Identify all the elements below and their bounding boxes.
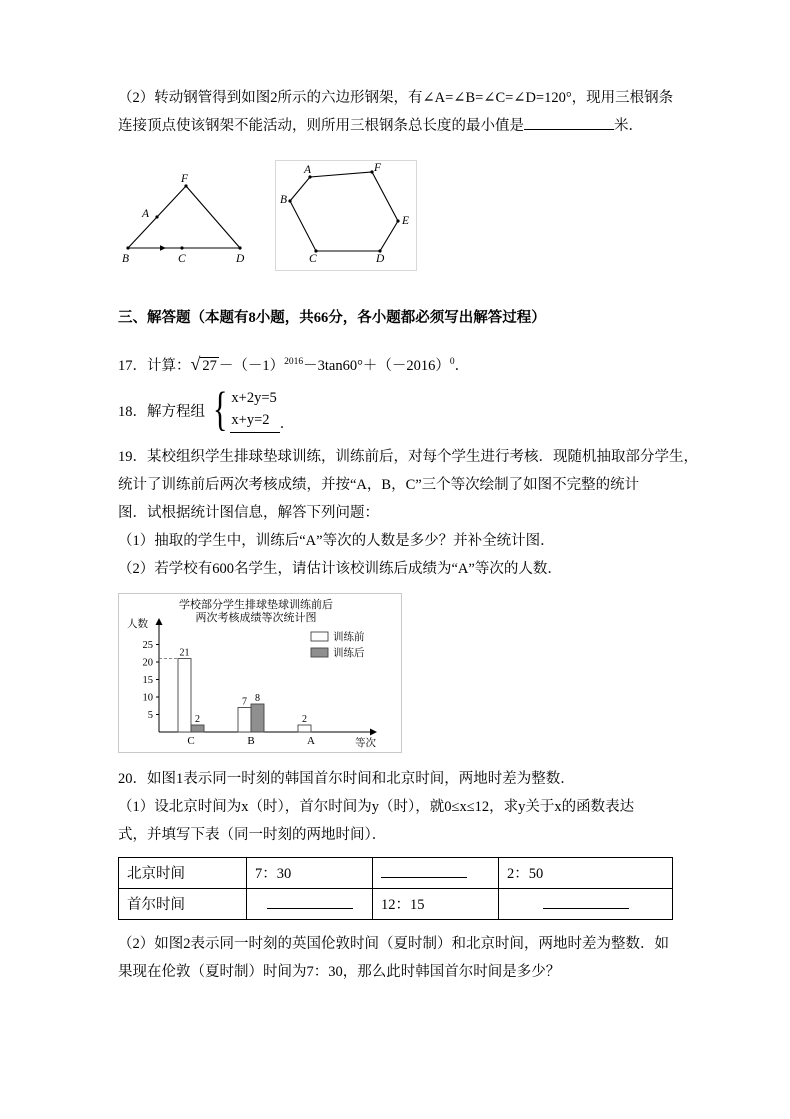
q20-line-2: （1）设北京时间为x（时），首尔时间为y（时），就0≤x≤12，求y关于x的函数表达: [118, 798, 635, 815]
x-category-label: B: [247, 734, 255, 747]
y-tick-label: 15: [142, 674, 153, 686]
triangle-figure: [120, 172, 255, 267]
blank-cell-line: [543, 894, 629, 909]
cell-beijing-3: 2：50: [507, 866, 544, 883]
question-2-line-2-text: 连接顶点使该钢架不能活动，则所用三根钢条总长度的最小值是: [118, 118, 524, 134]
x-axis-label: 等次: [355, 737, 376, 749]
vertex-label-d: D: [236, 253, 245, 265]
chart-bar-训练前-C: [178, 658, 191, 732]
y-tick-label: 5: [147, 709, 153, 721]
chart-title-line-2: 两次考核成绩等次统计图: [195, 611, 317, 624]
sqrt-radicand: 27: [202, 357, 217, 374]
q17-prefix: 17．计算：: [118, 357, 191, 374]
question-2-line-2-unit: 米．: [614, 118, 643, 134]
legend-label: 训练后: [333, 647, 365, 659]
q17-exponent-1: 2016: [284, 357, 304, 367]
q19-line-5: （2）若学校有600名学生，请估计该校训练后成绩为“A”等次的人数．: [118, 560, 562, 577]
bar-value-label: 21: [179, 647, 190, 659]
vertex-label-d: D: [376, 253, 385, 263]
hexagon-figure: [280, 163, 412, 263]
table-row-beijing: [119, 857, 673, 888]
q19-line-4: （1）抽取的学生中，训练后“A”等次的人数是多少？并补全统计图．: [118, 532, 555, 549]
question-19: [118, 443, 698, 583]
cell-beijing-1: 7：30: [255, 866, 292, 883]
blank-cell-line: [267, 894, 353, 909]
equation-1: x+2y=5: [231, 389, 277, 406]
q18-suffix: ．: [279, 415, 295, 432]
y-tick-label: 20: [142, 657, 153, 669]
table-row-seoul: [119, 888, 673, 919]
row-header-beijing-time: 北京时间: [119, 857, 247, 888]
y-axis-arrow-icon: [156, 618, 163, 625]
q17-suffix: ．: [454, 357, 470, 374]
hexagon-figure-frame: [275, 160, 417, 271]
score-bar-chart-frame: [118, 593, 402, 753]
vertex-label-e: E: [402, 215, 410, 227]
sqrt-sign: √: [190, 353, 201, 374]
q18-label: 18．解方程组: [118, 403, 205, 420]
equation-2: x+y=2: [230, 410, 279, 433]
x-axis-arrow-icon: [370, 728, 377, 735]
geometry-figures: [120, 160, 690, 270]
q17-mid1: －（－1）: [218, 357, 285, 374]
q20-line-3: 式，并填写下表（同一时刻的两地时间）．: [118, 826, 387, 843]
x-category-label: C: [187, 734, 195, 747]
q19-line-3: 图．试根据统计图信息，解答下列问题：: [118, 504, 379, 521]
question-20: [118, 765, 690, 986]
chart-bar-训练后-B: [251, 704, 264, 732]
bar-value-label: 2: [195, 713, 200, 725]
x-category-label: A: [307, 734, 315, 747]
system-brace: {: [213, 383, 228, 436]
q20-line-1: 20．如图1表示同一时刻的韩国首尔时间和北京时间，两地时差为整数．: [118, 770, 575, 787]
vertex-label-c: C: [309, 253, 317, 263]
time-table: [118, 857, 673, 920]
vertex-label-a: A: [304, 164, 312, 176]
vertex-label-b: B: [280, 194, 288, 206]
score-bar-chart: [119, 594, 401, 752]
section-heading: 三、解答题（本题有8小题，共66分，各小题都必须写出解答过程）: [118, 310, 546, 326]
q17-mid2: －3tan60°＋（－2016）: [303, 357, 450, 374]
legend-label: 训练前: [333, 631, 365, 643]
legend-swatch-训练前: [311, 632, 328, 641]
chart-bar-训练前-B: [238, 707, 251, 732]
q19-line-2: 统计了训练前后两次考核成绩，并按“A，B，C”三个等次绘制了如图不完整的统计: [118, 476, 640, 493]
bar-value-label: 8: [255, 692, 260, 704]
chart-bar-训练前-A: [298, 725, 311, 732]
bar-value-label: 2: [302, 713, 307, 725]
equation-system: [230, 388, 279, 433]
y-tick-label: 10: [142, 692, 153, 704]
chart-bar-训练后-C: [191, 725, 204, 732]
question-2-line-1: （2）转动钢管得到如图2所示的六边形钢架，有∠A=∠B=∠C=∠D=120°，现用三根钢条: [118, 90, 674, 106]
sqrt-expression: [190, 353, 219, 374]
tick-arrow-icon: [160, 245, 166, 250]
legend-swatch-训练后: [311, 648, 328, 657]
vertex-label-c: C: [178, 253, 186, 265]
blank-cell-line: [381, 863, 467, 878]
answer-blank-line: [524, 116, 614, 131]
chart-title-line-1: 学校部分学生排球垫球训练前后: [179, 598, 333, 611]
question-17: [118, 346, 690, 382]
vertex-label-b: B: [122, 253, 130, 265]
question-18: [118, 383, 690, 436]
q20-line-4: （2）如图2表示同一时刻的英国伦敦时间（夏时制）和北京时间，两地时差为整数．如: [118, 935, 669, 952]
vertex-label-f: F: [181, 173, 189, 185]
q17-exponent-2: 0: [449, 357, 455, 367]
vertex-label-a: A: [142, 208, 150, 220]
cell-seoul-2: 12：15: [381, 897, 425, 914]
vertex-label-f: F: [374, 163, 382, 174]
y-tick-label: 25: [142, 639, 153, 651]
bar-value-label: 7: [242, 696, 247, 708]
q19-line-1: 19．某校组织学生排球垫球训练，训练前后，对每个学生进行考核．现随机抽取部分学生，: [118, 448, 698, 465]
question-2-line-2: [118, 112, 690, 140]
y-axis-label: 人数: [127, 618, 148, 630]
row-header-seoul-time: 首尔时间: [119, 888, 247, 919]
q20-line-5: 果现在伦敦（夏时制）时间为7：30，那么此时韩国首尔时间是多少？: [118, 963, 561, 980]
